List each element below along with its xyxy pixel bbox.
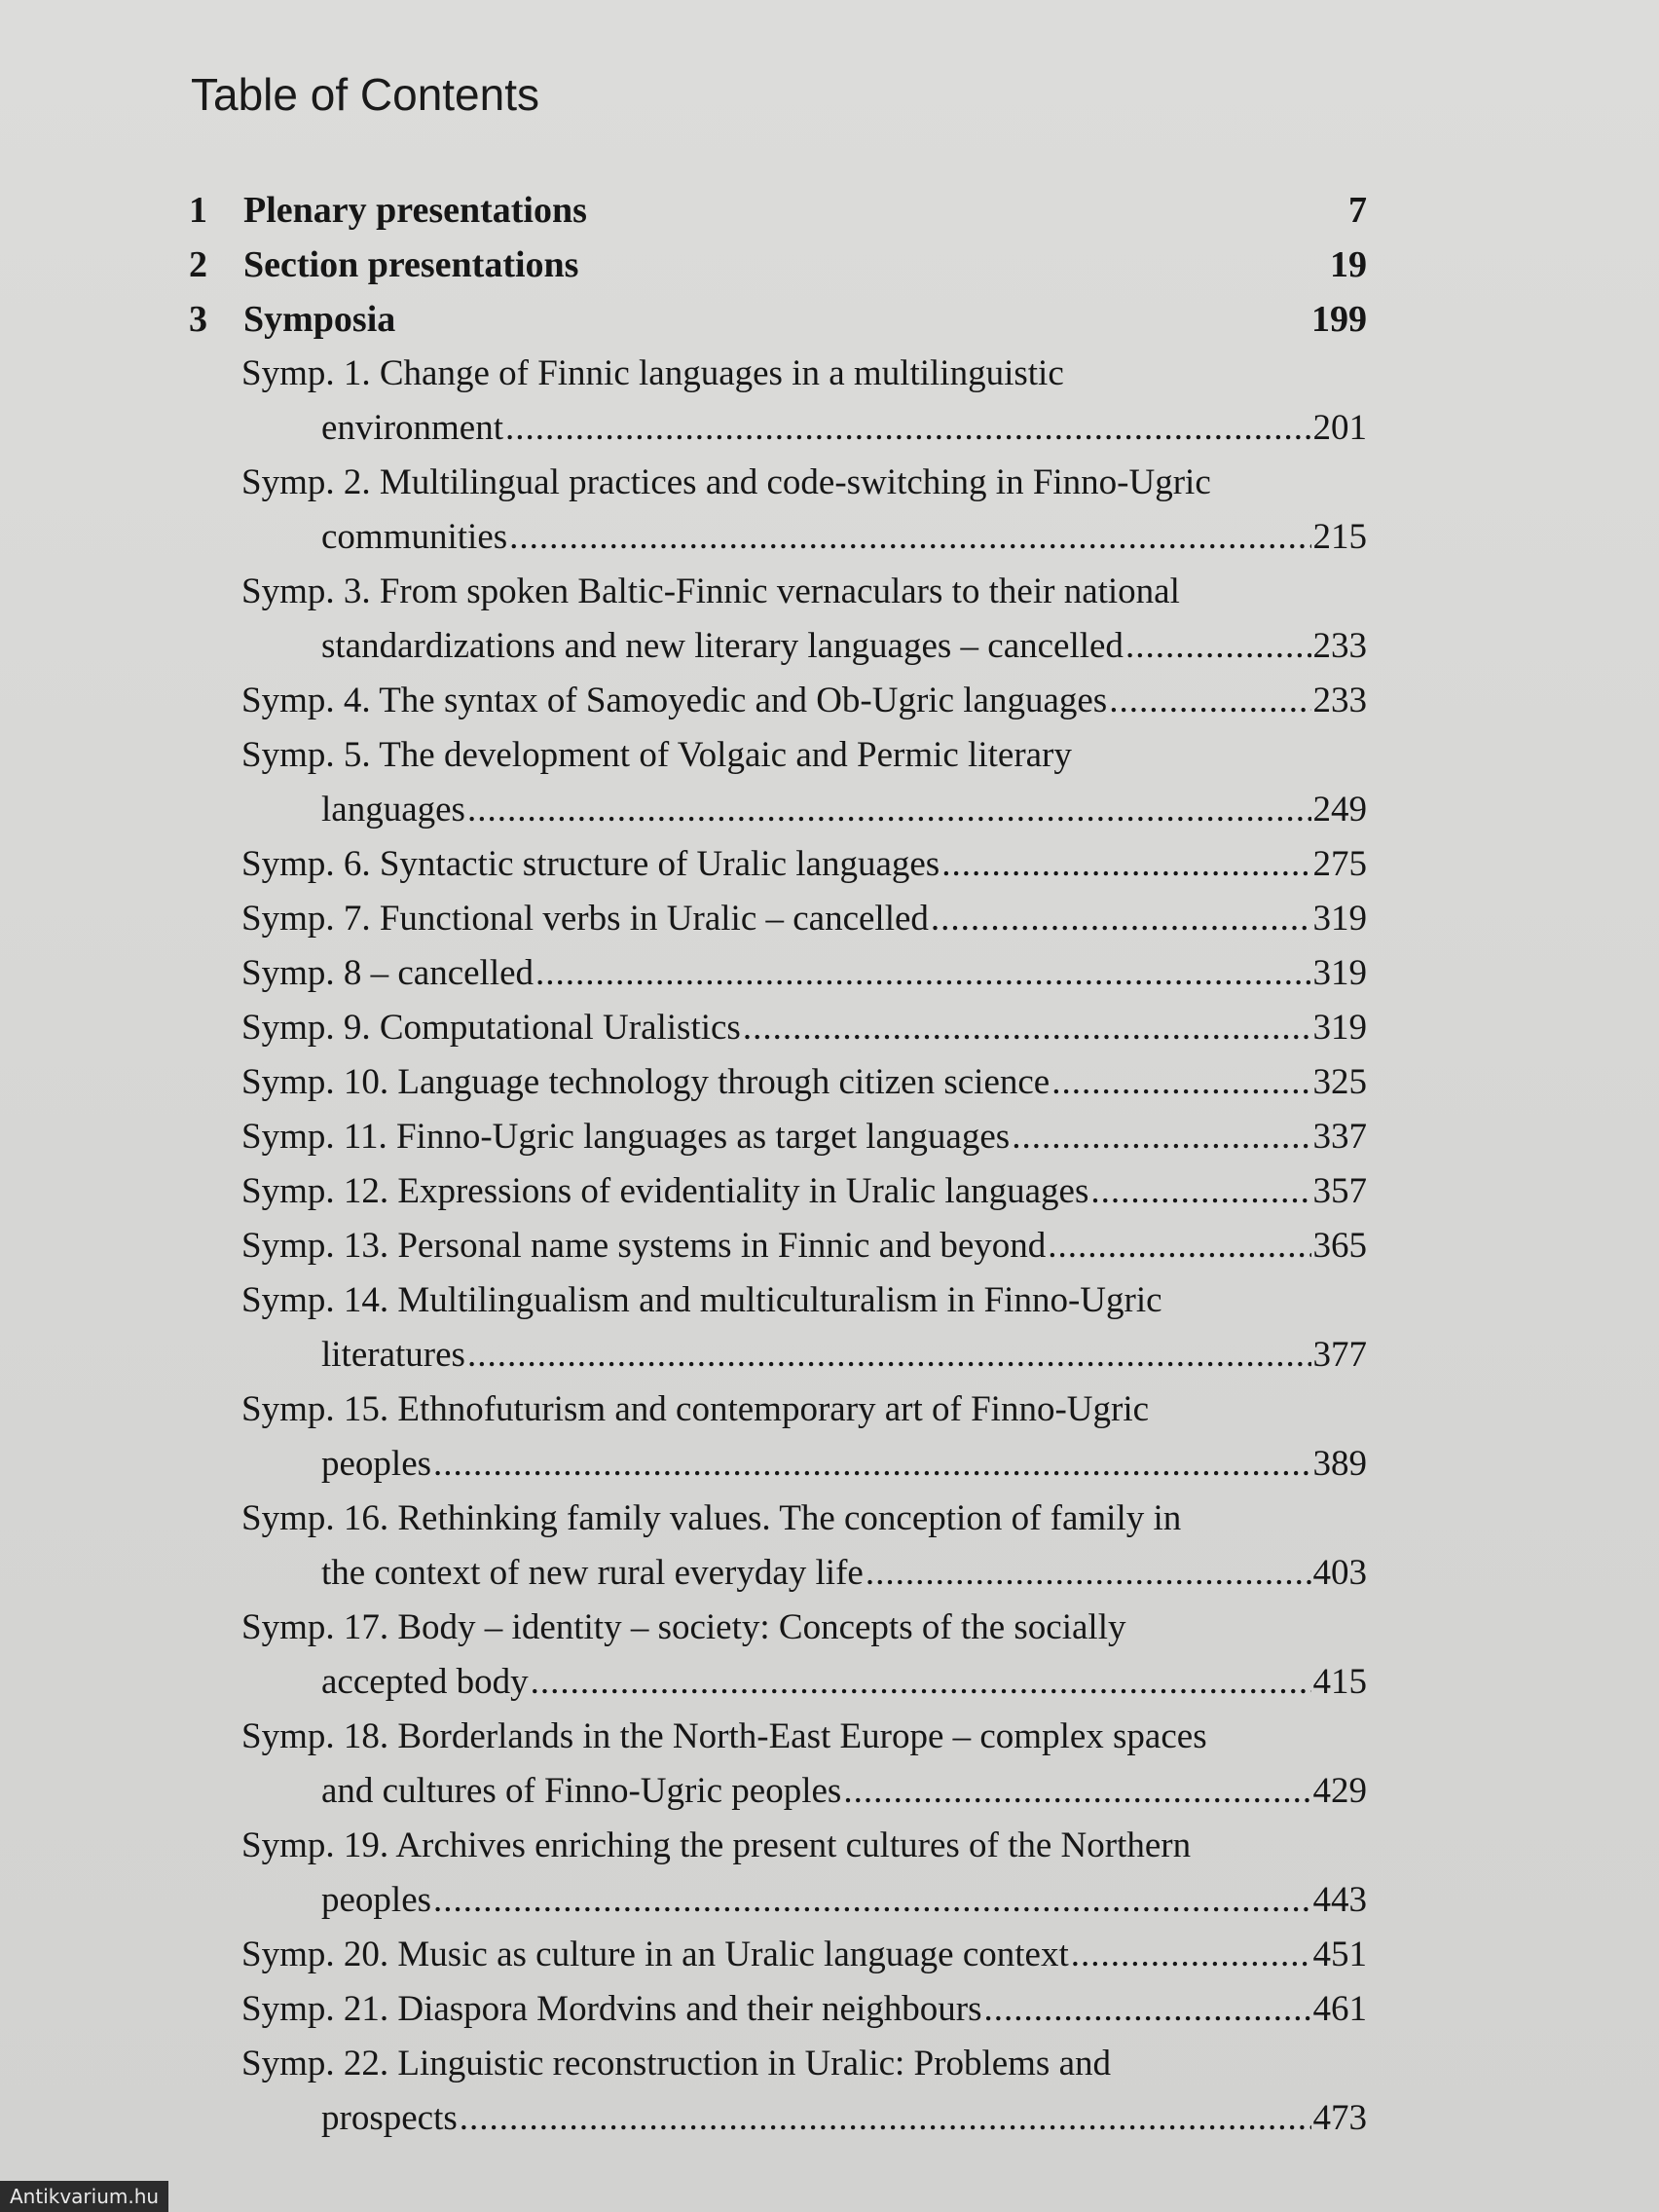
- entry-title: communities: [321, 517, 508, 557]
- page-title: Table of Contents: [191, 69, 540, 120]
- toc-entry: [241, 2037, 1367, 2146]
- toc-entry: [241, 1055, 1367, 1110]
- entry-page: 233: [1312, 626, 1367, 666]
- toc-entry: [241, 1601, 1367, 1710]
- dot-leader: [1090, 1164, 1310, 1219]
- toc-chapter: [189, 292, 1367, 347]
- entry-title: Symp. 12. Expressions of evidentiality in Uralic languages: [241, 1171, 1089, 1211]
- entry-leader-line: [241, 837, 1367, 892]
- dot-leader: [467, 783, 1311, 837]
- entry-page: 389: [1312, 1444, 1367, 1484]
- entry-page: 451: [1312, 1935, 1367, 1974]
- toc-entry: [241, 728, 1367, 837]
- watermark: Antikvarium.hu: [0, 2181, 168, 2212]
- toc-entry: [241, 1273, 1367, 1382]
- entry-title-line: Symp. 2. Multilingual practices and code-switching in Finno-Ugric: [241, 462, 1211, 502]
- toc-entry: [241, 1710, 1367, 1819]
- entry-title-line: Symp. 5. The development of Volgaic and Permic literary: [241, 735, 1072, 775]
- dot-leader: [433, 1873, 1310, 1928]
- entry-leader-line: [241, 674, 1367, 728]
- chapter-number: 2: [189, 244, 207, 285]
- toc-entry: [241, 1492, 1367, 1601]
- entry-leader-line: [241, 1219, 1367, 1273]
- toc-entry: [241, 1110, 1367, 1164]
- entry-title-line: Symp. 1. Change of Finnic languages in a multilinguistic: [241, 353, 1064, 393]
- entry-title: prospects: [321, 2098, 458, 2138]
- dot-leader: [467, 1328, 1311, 1382]
- toc-entry: [241, 1001, 1367, 1055]
- entry-page: 275: [1312, 844, 1367, 884]
- toc-entry: [241, 674, 1367, 728]
- entry-title: Symp. 7. Functional verbs in Uralic – cancelled: [241, 899, 929, 939]
- dot-leader: [535, 946, 1310, 1001]
- entry-leader-line: [241, 1055, 1367, 1110]
- entry-leader-line: [241, 946, 1367, 1001]
- dot-leader: [1071, 1928, 1311, 1982]
- entry-page: 233: [1312, 681, 1367, 720]
- entry-leader-line: [241, 1928, 1367, 1982]
- toc-entry: [241, 946, 1367, 1001]
- entry-title-line: Symp. 19. Archives enriching the present cultures of the Northern: [241, 1825, 1192, 1865]
- entry-leader-line: [241, 1164, 1367, 1219]
- entry-page: 325: [1312, 1062, 1367, 1102]
- entry-title: peoples: [321, 1444, 432, 1484]
- entry-title: Symp. 4. The syntax of Samoyedic and Ob-Ugric languages: [241, 681, 1108, 720]
- entry-title-line: Symp. 22. Linguistic reconstruction in Uralic: Problems and: [241, 2044, 1112, 2083]
- entry-leader-line: [241, 510, 1367, 565]
- entry-title-line: Symp. 17. Body – identity – society: Concepts of the socially: [241, 1607, 1126, 1647]
- entry-page: 319: [1312, 953, 1367, 993]
- table-of-contents: [189, 183, 1367, 2146]
- dot-leader: [843, 1764, 1310, 1819]
- chapter-title: Symposia: [243, 299, 396, 340]
- dot-leader: [931, 892, 1311, 946]
- toc-entry: [241, 892, 1367, 946]
- dot-leader: [1051, 1055, 1310, 1110]
- entry-title-line: Symp. 15. Ethnofuturism and contemporary art of Finno-Ugric: [241, 1389, 1150, 1429]
- entry-title: Symp. 10. Language technology through citizen science: [241, 1062, 1051, 1102]
- entry-title: literatures: [321, 1335, 465, 1375]
- entry-leader-line: [241, 1001, 1367, 1055]
- toc-entry: [241, 1928, 1367, 1982]
- toc-entry: [241, 1819, 1367, 1928]
- entry-title: Symp. 20. Music as culture in an Uralic language context: [241, 1935, 1069, 1974]
- entry-title: peoples: [321, 1880, 432, 1920]
- dot-leader: [1012, 1110, 1310, 1164]
- chapter-number: 1: [189, 190, 207, 231]
- chapter-page: 19: [1330, 244, 1367, 285]
- entry-title: languages: [321, 790, 465, 830]
- dot-leader: [505, 401, 1310, 456]
- entry-leader-line: [241, 1328, 1367, 1382]
- entry-page: 319: [1312, 1008, 1367, 1048]
- toc-entry: [241, 837, 1367, 892]
- dot-leader: [433, 1437, 1310, 1492]
- entry-page: 443: [1312, 1880, 1367, 1920]
- entry-page: 357: [1312, 1171, 1367, 1211]
- dot-leader: [743, 1001, 1311, 1055]
- chapter-title: Plenary presentations: [243, 190, 587, 231]
- chapter-title: Section presentations: [243, 244, 579, 285]
- entry-page: 415: [1312, 1662, 1367, 1702]
- entry-page: 473: [1312, 2098, 1367, 2138]
- toc-chapter: [189, 183, 1367, 238]
- entry-title-line: Symp. 16. Rethinking family values. The conception of family in: [241, 1498, 1182, 1538]
- toc-entry: [241, 1382, 1367, 1492]
- entry-page: 201: [1312, 408, 1367, 448]
- dot-leader: [1125, 619, 1311, 674]
- entry-page: 215: [1312, 517, 1367, 557]
- chapter-page: 199: [1311, 299, 1367, 340]
- symposia-list: [189, 347, 1367, 2146]
- entry-leader-line: [241, 1873, 1367, 1928]
- entry-page: 319: [1312, 899, 1367, 939]
- entry-title-line: Symp. 14. Multilingualism and multiculturalism in Finno-Ugric: [241, 1280, 1162, 1320]
- entry-title: accepted body: [321, 1662, 529, 1702]
- entry-title: Symp. 11. Finno-Ugric languages as target languages: [241, 1117, 1011, 1157]
- toc-entry: [241, 1164, 1367, 1219]
- entry-leader-line: [241, 2091, 1367, 2146]
- chapter-number: 3: [189, 299, 207, 340]
- entry-page: 377: [1312, 1335, 1367, 1375]
- toc-entry: [241, 565, 1367, 674]
- entry-leader-line: [241, 401, 1367, 456]
- entry-page: 249: [1312, 790, 1367, 830]
- entry-leader-line: [241, 783, 1367, 837]
- dot-leader: [983, 1982, 1310, 2037]
- toc-chapter: [189, 238, 1367, 292]
- entry-page: 337: [1312, 1117, 1367, 1157]
- entry-title: Symp. 13. Personal name systems in Finnic and beyond: [241, 1226, 1047, 1266]
- entry-page: 365: [1312, 1226, 1367, 1266]
- entry-leader-line: [241, 1437, 1367, 1492]
- entry-page: 461: [1312, 1989, 1367, 2029]
- dot-leader: [866, 1546, 1311, 1601]
- dot-leader: [1109, 674, 1310, 728]
- dot-leader: [941, 837, 1310, 892]
- entry-title: Symp. 6. Syntactic structure of Uralic languages: [241, 844, 940, 884]
- entry-page: 403: [1312, 1553, 1367, 1593]
- entry-title: Symp. 8 – cancelled: [241, 953, 535, 993]
- dot-leader: [509, 510, 1310, 565]
- entry-title: the context of new rural everyday life: [321, 1553, 864, 1593]
- toc-entry: [241, 456, 1367, 565]
- entry-title-line: Symp. 18. Borderlands in the North-East Europe – complex spaces: [241, 1716, 1207, 1756]
- dot-leader: [460, 2091, 1311, 2146]
- entry-leader-line: [241, 1546, 1367, 1601]
- entry-leader-line: [241, 892, 1367, 946]
- entry-leader-line: [241, 619, 1367, 674]
- entry-title: environment: [321, 408, 504, 448]
- entry-leader-line: [241, 1764, 1367, 1819]
- dot-leader: [531, 1655, 1311, 1710]
- toc-entry: [241, 347, 1367, 456]
- entry-title: Symp. 9. Computational Uralistics: [241, 1008, 741, 1048]
- entry-leader-line: [241, 1982, 1367, 2037]
- entry-title: Symp. 21. Diaspora Mordvins and their neighbours: [241, 1989, 982, 2029]
- entry-leader-line: [241, 1110, 1367, 1164]
- dot-leader: [1048, 1219, 1310, 1273]
- entry-title: and cultures of Finno-Ugric peoples: [321, 1771, 842, 1811]
- entry-leader-line: [241, 1655, 1367, 1710]
- entry-page: 429: [1312, 1771, 1367, 1811]
- entry-title: standardizations and new literary languages – cancelled: [321, 626, 1124, 666]
- chapter-page: 7: [1348, 190, 1367, 231]
- toc-entry: [241, 1982, 1367, 2037]
- entry-title-line: Symp. 3. From spoken Baltic-Finnic vernaculars to their national: [241, 571, 1180, 611]
- toc-entry: [241, 1219, 1367, 1273]
